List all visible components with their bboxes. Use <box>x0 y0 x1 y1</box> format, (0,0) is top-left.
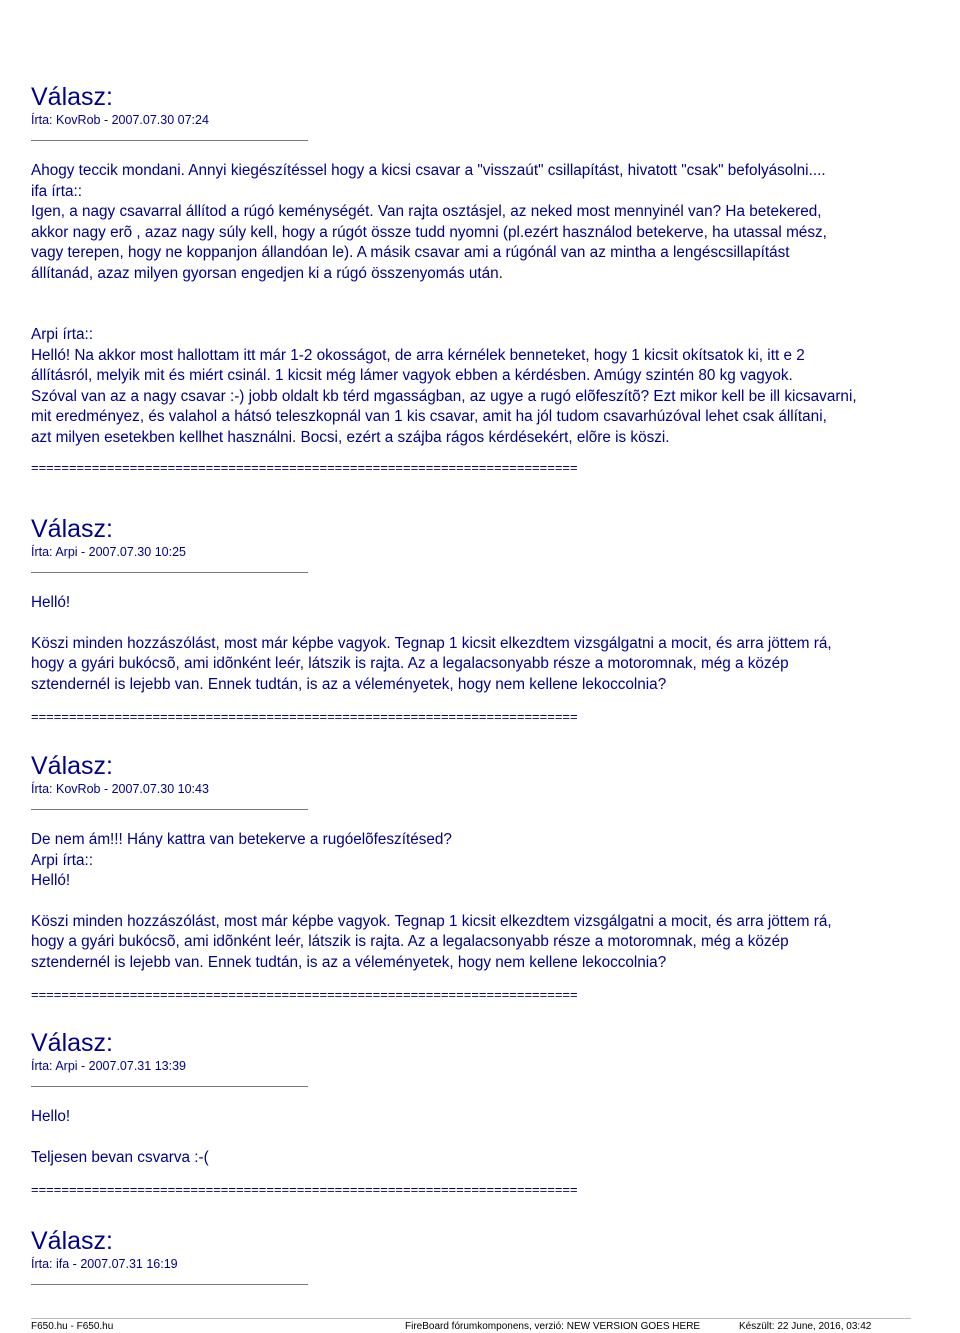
page-footer <box>31 1318 911 1333</box>
body-line: Ahogy teccik mondani. Annyi kiegészítéssel hogy a kicsi csavar a "visszaút" csillapítást, hivatott "csak" befolyásolni.... <box>31 162 826 179</box>
post-separator: ======================================================================== <box>31 1182 578 1197</box>
post-1 <box>31 82 857 476</box>
post-author-date: Írta: Arpi - 2007.07.30 10:25 <box>31 545 186 559</box>
body-line: akkor nagy erõ , azaz nagy súly kell, hogy a rúgót össze tudd nyomni (pl.ezért használod betekerve, ha utassal mész, <box>31 223 827 241</box>
quote-line: Szóval van az a nagy csavar :-) jobb oldalt kb térd mgasságban, az ugye a rugó elõfeszítõ? Ezt mikor kell be ill kicsavarni, <box>31 387 857 405</box>
post-divider <box>31 1284 308 1285</box>
body-line: Köszi minden hozzászólást, most már képbe vagyok. Tegnap 1 kicsit elkezdtem vizsgálgatni a mocit, és arra jöttem rá, <box>31 912 832 930</box>
body-line: ifa írta:: <box>31 182 83 200</box>
footer-component: FireBoard fórumkomponens, verzió: NEW VERSION GOES HERE <box>405 1321 701 1332</box>
post-body <box>31 1107 631 1168</box>
post-heading: Válasz: <box>31 1227 113 1255</box>
post-separator: ======================================================================== <box>31 460 578 475</box>
body-line: Helló! <box>31 872 71 889</box>
quote-line: Helló! Na akkor most hallottam itt már 1-2 okosságot, de arra kérnélek benneteket, hogy 1 kicsit okítsatok ki, itt e 2 <box>31 346 805 364</box>
quote-line: állításról, melyik mit és miért csinál. 1 kicsit még lámer vagyok ebben a kérdésben. Amúgy szintén 80 kg vagyok. <box>31 367 793 384</box>
body-line: sztendernél is lejebb van. Ennek tudtán, is az a véleményetek, hogy nem kellene lekoccolnia? <box>31 953 667 971</box>
body-line: Köszi minden hozzászólást, most már képbe vagyok. Tegnap 1 kicsit elkezdtem vizsgálgatni a mocit, és arra jöttem rá, <box>31 634 832 652</box>
body-line: Hello! <box>31 1108 71 1125</box>
post-body <box>31 593 832 695</box>
body-line: hogy a gyári bukócsõ, ami idõnként leér, látszik is rajta. Az a legalacsonyabb része a motoromnak, még a közép <box>31 655 789 672</box>
post-heading: Válasz: <box>31 515 113 543</box>
body-line: Teljesen bevan csvarva :-( <box>31 1148 209 1166</box>
quote-line: Arpi írta:: <box>31 326 94 343</box>
post-heading: Válasz: <box>31 752 113 780</box>
post-body <box>31 161 857 448</box>
post-heading: Válasz: <box>31 83 113 111</box>
blank-line <box>31 892 832 912</box>
post-author-date: Írta: Arpi - 2007.07.31 13:39 <box>31 1059 186 1073</box>
body-line: hogy a gyári bukócsõ, ami idõnként leér, látszik is rajta. Az a legalacsonyabb része a motoromnak, még a közép <box>31 933 789 950</box>
post-heading: Válasz: <box>31 1029 113 1057</box>
body-line: De nem ám!!! Hány kattra van betekerve a rugóelõfeszítésed? <box>31 831 452 848</box>
post-3 <box>31 751 832 1003</box>
footer-site: F650.hu - F650.hu <box>31 1321 114 1332</box>
blank-line <box>31 614 832 634</box>
post-2 <box>31 514 832 725</box>
body-line: sztendernél is lejebb van. Ennek tudtán, is az a véleményetek, hogy nem kellene lekoccolnia? <box>31 675 667 693</box>
quote-line: azt milyen esetekben kellhet használni. Bocsi, ezért a szájba rágos kérdésekért, elõre is köszi. <box>31 428 670 446</box>
body-line: vagy terepen, hogy ne koppanjon állandóan le). A másik csavar ami a rúgónál van az mintha a lengéscsillapítást <box>31 244 790 261</box>
post-separator: ======================================================================== <box>31 987 578 1002</box>
body-line: Igen, a nagy csavarral állítod a rúgó keménységét. Van rajta osztásjel, az neked most mennyinél van? Ha betekered, <box>31 203 822 220</box>
post-separator: ======================================================================== <box>31 709 578 724</box>
quote-line: mit eredményez, és valahol a hátsó teleszkopnál van 1 kis csavar, amit ha jól tudom csavarhúzóval lehet csak állítani, <box>31 408 827 425</box>
post-author-date: Írta: KovRob - 2007.07.30 10:43 <box>31 782 209 796</box>
post-body <box>31 830 832 973</box>
body-line: Helló! <box>31 594 71 611</box>
footer-generated: Készült: 22 June, 2016, 03:42 <box>739 1321 872 1332</box>
blank-line <box>31 1128 631 1148</box>
post-4 <box>31 1028 631 1198</box>
post-author-date: Írta: KovRob - 2007.07.30 07:24 <box>31 113 209 127</box>
body-line: állítanád, azaz milyen gyorsan engedjen ki a rúgó összenyomás után. <box>31 264 503 282</box>
body-line: Arpi írta:: <box>31 851 94 869</box>
post-5 <box>31 1226 308 1285</box>
post-author-date: Írta: ifa - 2007.07.31 16:19 <box>31 1257 178 1271</box>
